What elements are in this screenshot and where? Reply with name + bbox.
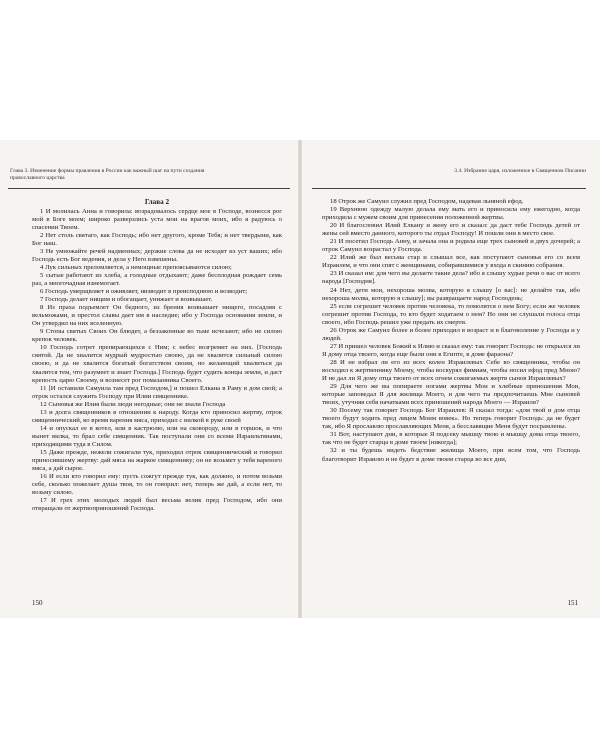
verse-paragraph: 5 сытые работают из хлеба, а голодные отдыхают; даже бесплодная рождает семь раз, а многочадная изнемогает. (32, 271, 282, 288)
left-page-text (32, 198, 282, 513)
verse-paragraph: 26 Отрок же Самуил более и более приходил в возраст и в благоволение у Господа и у людей. (322, 326, 580, 342)
verse-paragraph: 21 И посетил Господь Анну, и зачала она и родила еще трех сыновей и двух дочерей; а отрок Самуил возрастал у Господа. (322, 238, 580, 254)
verse-paragraph: 20 И благословил Илий Елкану и жену его и сказал: да даст тебе Господь детей от жены сей вместо данного, которого ты отдал Господу! И пошли они в место свое. (322, 222, 580, 238)
verse-paragraph: 27 И пришел человек Божий к Илию и сказал ему: так говорит Господь: не открылся ли Я дому отца твоего, когда еще были они в Египте, в доме фараона? (322, 342, 581, 358)
verse-paragraph: 28 И не избрал ли его из всех колен Израилевых Себе во священника, чтобы он восходил к жертвеннику Моему, чтобы воскурял фимиам, чтобы носил ефод пред Мною? И не дал ли Я дому отца твоего от всех огнем сожигаемых жертв сынов Израилевых? (322, 358, 580, 383)
verse-paragraph: 3 Не умножайте речей надменных; дерзкие слова да не исходят из уст ваших; ибо Господь есть Бог ведения, и дела у Него взвешены. (32, 247, 282, 263)
left-page-number: 150 (32, 599, 43, 607)
verse-paragraph: 12 Сыновья же Илия были люди негодные; они не знали Господа (40, 400, 226, 408)
book-spread (0, 140, 600, 618)
verse-paragraph: 7 Господь делает нищим и обогащает, унижает и возвышает. (40, 296, 213, 304)
verse-paragraph: 2 Нет столь святаго, как Господь; ибо нет другого, кроме Тебя; и нет твердыни, как Бог наш. (32, 231, 282, 247)
verse-paragraph: 22 Илий же был весьма стар и слышал все, как поступают сыновья его со всем Израилем, и что они спят с женщинами, собиравшимися у входа в скинию собрания. (322, 254, 580, 270)
left-page (0, 140, 298, 618)
right-running-header: 3.4. Избрание царя, изложенное в Священном Писании (454, 168, 586, 174)
verse-paragraph: 23 И сказал им: для чего вы делаете такие дела? ибо я слышу худые речи о вас от всего народа [Господня]. (322, 270, 580, 286)
verse-paragraph: 24 Нет, дети мои, нехороша молва, которую я слышу [о вас]: не делайте так, ибо нехороша молва, которую я слышу]; вы развращаете народ Господень; (322, 286, 580, 302)
right-page-text (322, 198, 580, 464)
verse-paragraph: 18 Отрок же Самуил служил пред Господом, надевая льняной ефод. (330, 198, 524, 205)
verse-paragraph: 30 Посему так говорит Господь Бог Израилев: Я сказал тогда: «дом твой и дом отца твоего будут ходить пред лицем Моим вовек». Но теперь говорит Господь: да не будет так, ибо Я прославлю прославляющих Меня, а бесславящие Меня будут посрамлены. (322, 407, 580, 431)
verse-paragraph: 1 И молилась Анна и говорила: возрадовалось сердце мое в Господе, вознесся рог мой в Боге моем; широко разверзлись уста мои на врагов моих, ибо я радуюсь о спасении Твоем. (32, 207, 282, 231)
verse-paragraph: 6 Господь умерщвляет и оживляет, низводит в преисподнюю и возводит; (40, 288, 248, 296)
verse-paragraph: 16 И если кто говорил ему: пусть сожгут прежде тук, как должно, и потом возьми себе, сколько пожелает душа твоя, то он говорил: нет, теперь же дай, а если нет, то возьму силою. (32, 473, 282, 497)
verse-paragraph: 29 Для чего же вы попираете ногами жертвы Мои и хлебные приношения Мои, которые заповедал Я для жилища Моего, и для чего ты предпочитаешь Мне сыновей твоих, утучняя себя начатками всех приношений народа Моего — Израиля? (322, 383, 580, 407)
left-running-header: Глава 3. Изменение формы правления в России как важный шаг на пути создания православного царства (10, 168, 205, 181)
verse-paragraph: 15 Даже прежде, нежели сожигали тук, приходил отрок священнический и говорил приносившему жертву: дай мяса на жаркое священнику; он не возьмет у тебя вареного мяса, а дай сырое. (32, 449, 282, 473)
verse-paragraph: 13 и долга священников в отношении к народу. Когда кто приносил жертву, отрок священнический, во время варения мяса, приходил с вилкой в руке своей (32, 408, 282, 424)
verse-paragraph: 10 Господь сотрет препирающихся с Ним; с небес возгремит на них. [Господь святой. Да не хвалится мудрый мудростью своею, да не хвалится сильный силою своею, и да не хвалится богатый богатством своим, но желающий хвалиться да хвалится тем, что разумеет и знает Господа.] Господь будет судить концы земли, и даст крепость царю Своему, и вознесет рог помазанника Своего. (32, 344, 282, 384)
verse-paragraph: 11 [И оставили Самуила там пред Господом,] и пошел Елкана в Раму в дом свой; а отрок остался служить Господу при Илии священнике. (32, 384, 282, 400)
verse-paragraph: 32 и ты будешь видеть бедствие жилища Моего, при всем том, что Господь благотворит Израилю и не будет в доме твоем старца во все дни, (322, 447, 580, 463)
verse-paragraph: 19 Верхнюю одежду малую делала ему мать его и приносила ему ежегодно, когда приходила с мужем своим для принесения положенной жертвы. (322, 206, 580, 222)
verse-paragraph: 31 Вот, наступают дни, в которые Я подсеку мышцу твою и мышцу дома отца твоего, так что не будет старца в доме твоем [никогда]; (322, 431, 580, 447)
verse-paragraph: 14 и опускал ее в котел, или в кастрюлю, или на сковороду, или в горшок, и что вынет вилка, то брал себе священник. Так поступали они со всеми Израильтянами, приходящими туда в Силом. (32, 424, 282, 448)
right-header-rule (312, 188, 586, 189)
verse-paragraph: 17 И грех этих молодых людей был весьма велик пред Господом, ибо они отвращали от жертвоприношений Господа. (32, 497, 282, 513)
right-page (302, 140, 600, 618)
verse-paragraph: 25 если согрешит человек против человека, то помолятся о нем Богу; если же человек согрешит против Господа, то кто будет ходатаем о нем? Но они не слушали голоса отца своего, ибо Господь решил уже предать их смерти. (322, 302, 580, 326)
chapter-title: Глава 2 (144, 198, 170, 206)
verse-paragraph: 4 Лук сильных преломляется, а немощные препоясываются силою; (40, 263, 232, 271)
right-page-number: 151 (567, 599, 578, 607)
verse-paragraph: 8 Из праха подъемлет Он бедного, из брения возвышает нищего, посадляя с вельможами, и престол славы дает им в наследие; ибо у Господа основания земли, и Он утвердил на них вселенную. (32, 304, 282, 328)
verse-paragraph: 9 Стопы святых Своих Он блюдет, а беззаконные во тьме исчезают; ибо не силою крепок человек. (32, 328, 282, 344)
left-header-rule (8, 188, 290, 189)
